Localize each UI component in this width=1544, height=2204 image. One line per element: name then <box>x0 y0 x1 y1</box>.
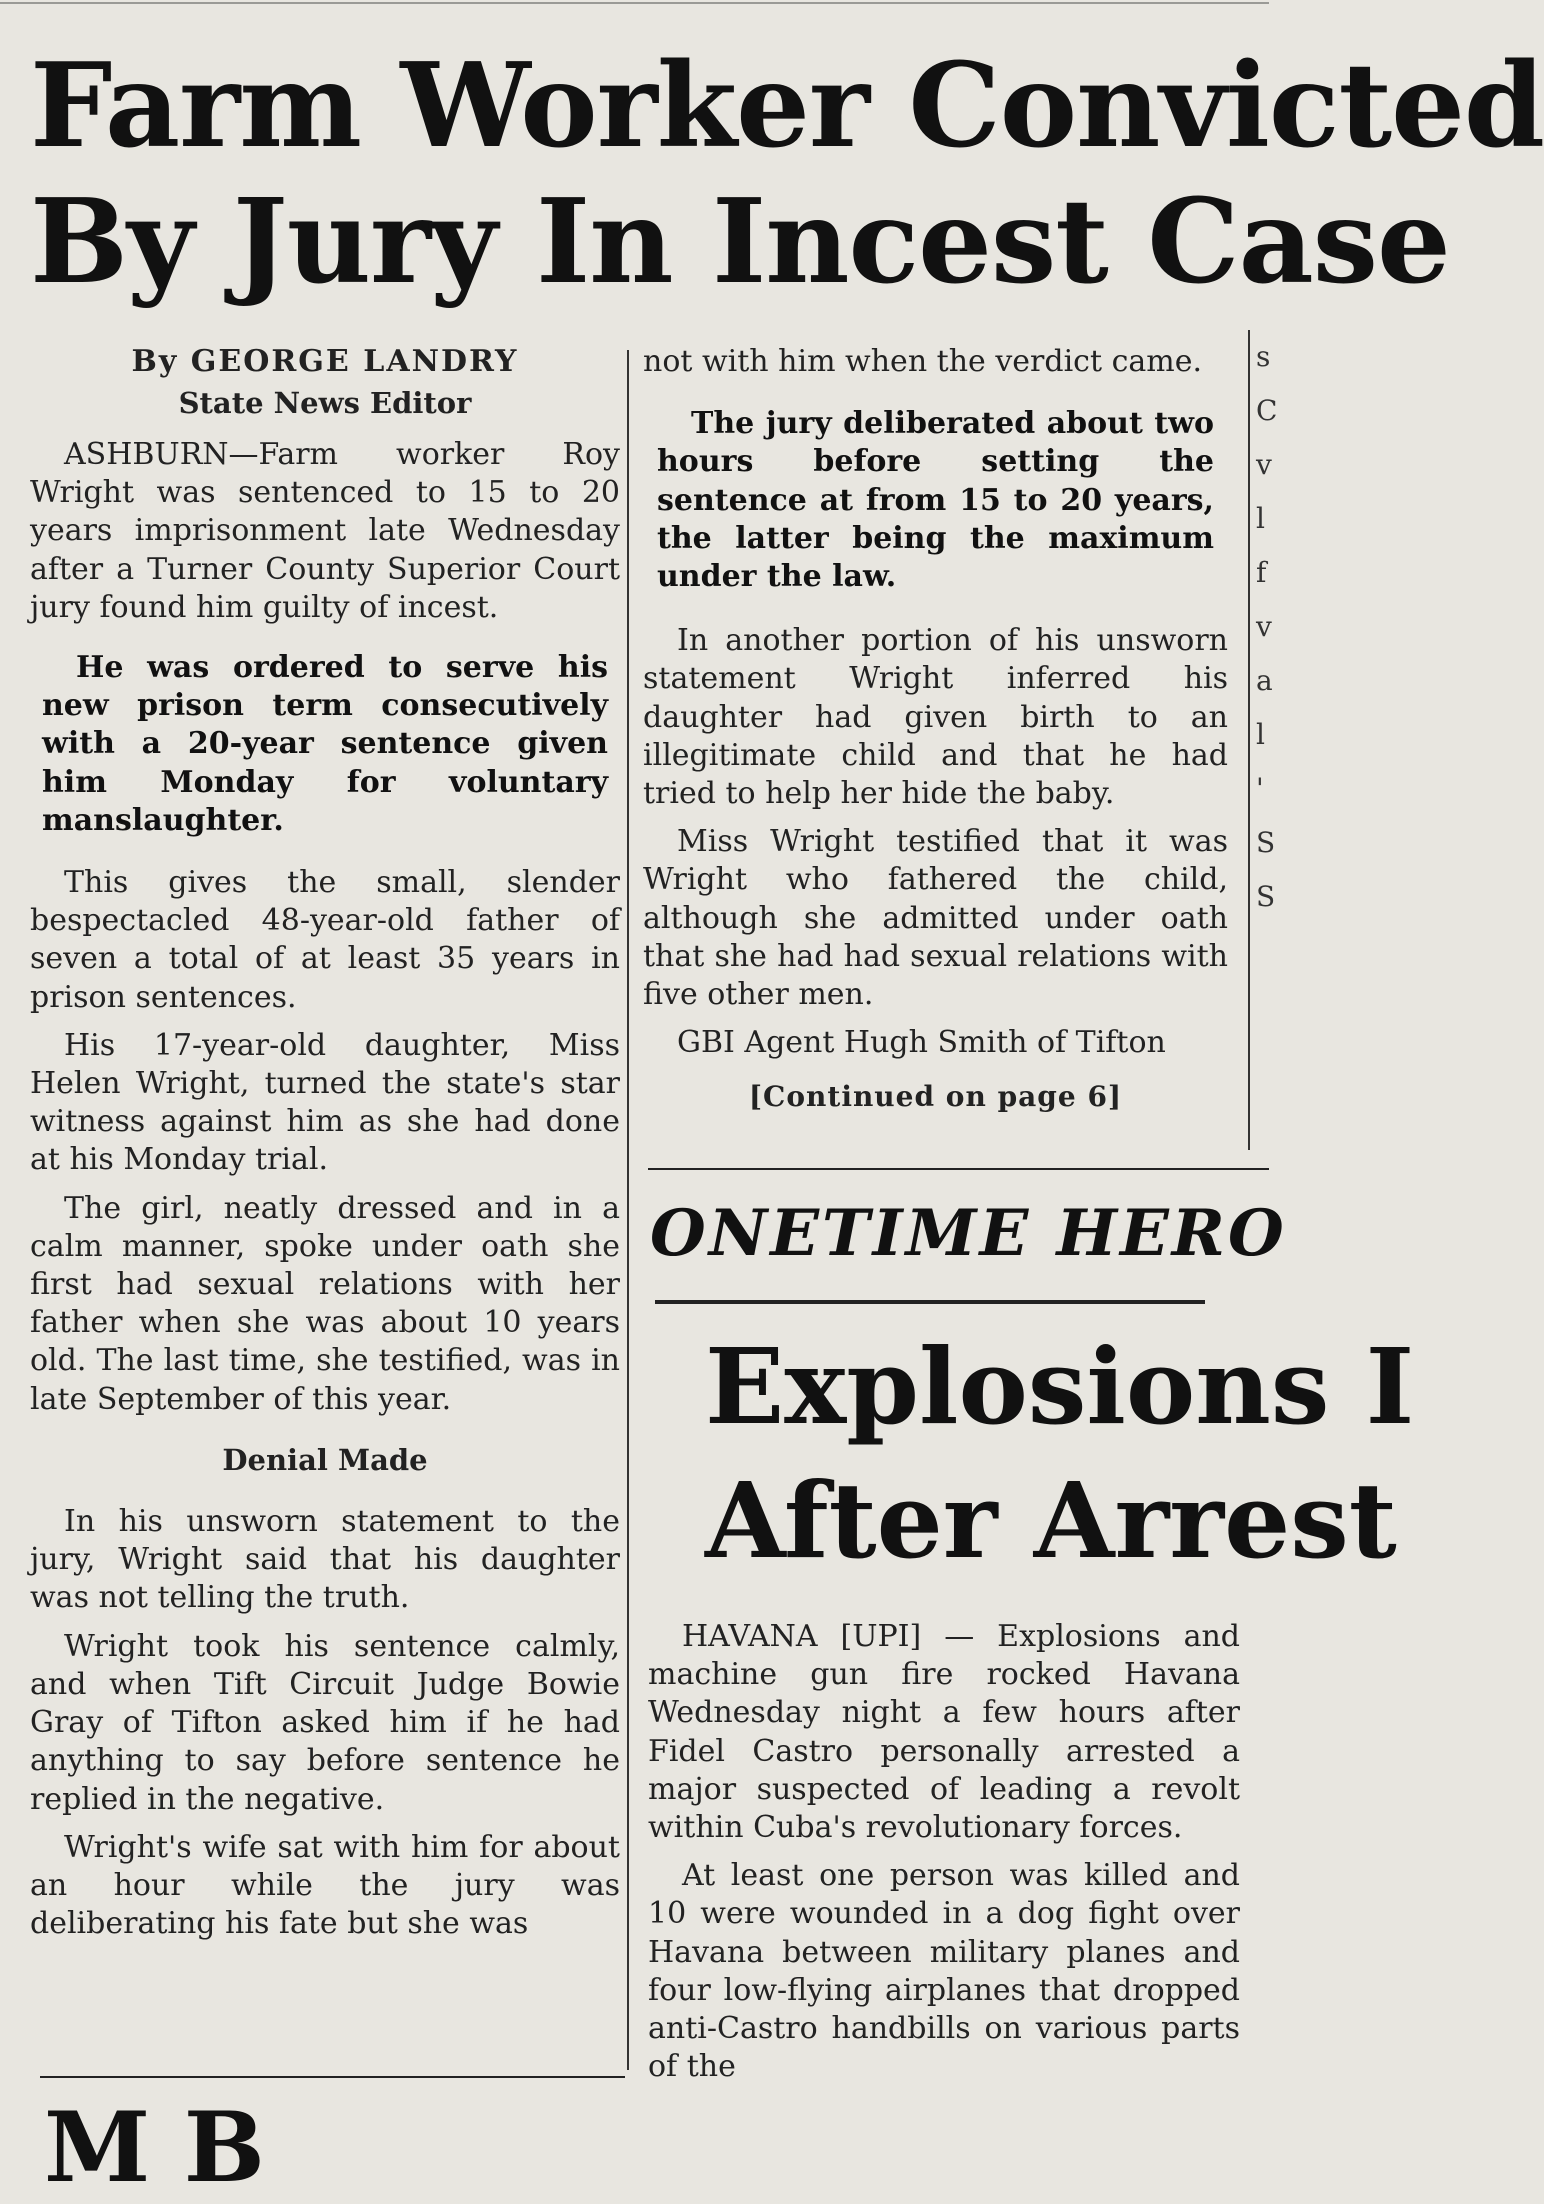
col1-paragraph-3: This gives the small, slender bespectacled 48-year-old father of seven a total of at least 35 years in prison sentences. <box>30 865 620 1015</box>
col1-paragraph-1: ASHBURN—Farm worker Roy Wright was sentenced to 15 to 20 years imprisonment late Wednesday after a Turner County Superior Court jury found him guilty of incest. <box>30 437 620 625</box>
col1-paragraph-4: His 17-year-old daughter, Miss Helen Wright, turned the state's star witness against him as she had done at his Monday trial. <box>30 1027 620 1178</box>
headline-line-1: Farm Worker Convicted <box>30 38 1544 174</box>
col2-paragraph-4: Miss Wright testified that it was Wright who fathered the child, although she admitted under oath that she had had sexual relations with five other men. <box>643 824 1228 1013</box>
kicker-rule <box>655 1300 1205 1304</box>
byline-title: State News Editor <box>178 386 472 420</box>
story-divider <box>648 1168 1269 1170</box>
col2-paragraph-3: In another portion of his unsworn statement Wright inferred his daughter had given birth to an illegitimate child and that he had tried to help her hide the baby. <box>643 623 1228 812</box>
col1-paragraph-7: Wright took his sentence calmly, and when Tift Circuit Judge Bowie Gray of Tifton asked him if he had anything to say before sentence he replied in the negative. <box>30 1628 620 1817</box>
col2-paragraph-1: not with him when the verdict came. <box>643 344 1202 379</box>
byline-author: By GEORGE LANDRY <box>131 344 519 379</box>
col2-paragraph-2: The jury deliberated about two hours before setting the sentence at from 15 to 20 years, the latter being the maximum under the law. <box>657 406 1214 595</box>
kicker-onetime-hero: ONETIME HERO <box>650 1196 1287 1271</box>
story2-paragraph-2: At least one person was killed and 10 were wounded in a dog fight over Havana between military planes and four low-flying airplanes that dropped anti-Castro handbills on various parts of the <box>648 1858 1240 2085</box>
story2-headline-line-1: Explosions I <box>705 1325 1415 1448</box>
continued-note: [Continued on page 6] <box>748 1080 1123 1114</box>
right-column-divider <box>1248 330 1250 1150</box>
col2-paragraph-5: GBI Agent Hugh Smith of Tifton <box>677 1025 1166 1061</box>
story2-headline <box>705 1320 1415 1588</box>
headline-line-2: By Jury In Incest Case <box>30 174 1450 310</box>
col1-paragraph-6: In his unsworn statement to the jury, Wright said that his daughter was not telling the truth. <box>30 1504 620 1616</box>
col1-paragraph-5: The girl, neatly dressed and in a calm manner, spoke under oath she first had sexual relations with her father when she was about 10 years old. The last time, she testified, was in late September of this year. <box>30 1190 620 1417</box>
col1-paragraph-8: Wright's wife sat with him for about an hour while the jury was deliberating his fate but she was <box>30 1829 620 1942</box>
story2-paragraph-1: HAVANA [UPI] — Explosions and machine gun fire rocked Havana Wednesday night a few hours after Fidel Castro personally arrested a major suspected of leading a revolt within Cuba's revolutionary forces. <box>648 1619 1240 1846</box>
story2-body <box>648 1618 1240 2096</box>
bottom-rule <box>40 2076 625 2078</box>
top-rule <box>0 2 1269 4</box>
story2-headline-line-2: After Arrest <box>705 1459 1397 1582</box>
col1-paragraph-2: He was ordered to serve his new prison term consecutively with a 20-year sentence given him Monday for voluntary manslaughter. <box>42 650 608 838</box>
right-edge-fragments: s C v l f v a l ' S S <box>1256 340 1278 913</box>
column-1 <box>30 340 620 1953</box>
column-divider <box>627 350 629 2070</box>
column-2 <box>643 343 1228 1117</box>
bottom-cut-headline: M B <box>44 2091 265 2204</box>
main-headline <box>30 38 1544 310</box>
subhead-denial-made: Denial Made <box>222 1442 428 1477</box>
